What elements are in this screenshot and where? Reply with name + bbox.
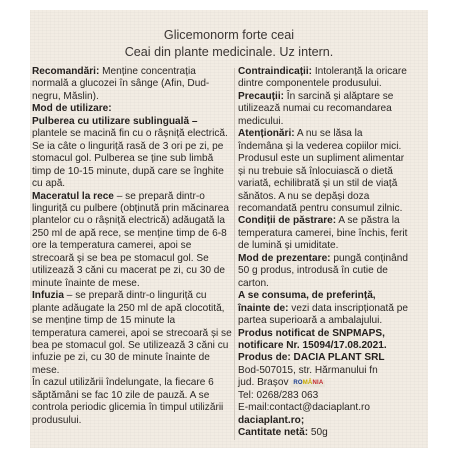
precautions-text: În sarcină și alăptare se utilizează numai cu recomandarea medicului. xyxy=(238,90,394,127)
sublingual-label: Pulberea cu utilizare sublinguală – xyxy=(32,115,198,127)
producer-phone: Tel: 0268/283 063 xyxy=(238,389,319,401)
precautions-label: Precauții: xyxy=(238,90,284,102)
producer-website[interactable]: daciaplant.ro; xyxy=(238,414,305,426)
contraindications-paragraph xyxy=(238,66,410,91)
warnings-text: A nu se lăsa la îndemâna și la vederea copiilor mici. Produsul este un supliment alimentar și nu trebuie să înlocuiască o dietă variată, echilibrată și un stil de viață sănătos. A nu se depăși doza recomandată pentru consumul zilnic. xyxy=(238,128,405,214)
macerate-paragraph xyxy=(32,191,232,291)
producer-address-2: jud. Brașov ROMÂNIA xyxy=(238,377,324,389)
left-column xyxy=(32,66,232,427)
product-label xyxy=(30,10,428,448)
presentation-label: Mod de prezentare: xyxy=(238,252,331,264)
product-title: Glicemonorm forte ceai xyxy=(163,28,295,42)
column-divider xyxy=(234,68,235,440)
macerate-text: – se prepară dintr-o linguriță cu pulbere (obținută prin măcinarea plantelor cu o râșniță electrică) adăugată la 250 ml de apă rece, se menține timp de 6-8 ore la temperatura camerei, apoi se strecoară și se bea pe stomacul gol. Se utilizează 3 căni cu macerat pe zi, cu 30 de minute înainte de mese. xyxy=(32,190,229,289)
storage-label: Condiții de păstrare: xyxy=(238,215,337,227)
best-before-label: A se consuma, de preferință, înainte de: xyxy=(238,290,376,314)
net-quantity-label: Cantitate netă: xyxy=(238,427,309,439)
sublingual-text: plantele se macină fin cu o râșniță electrică. Se ia câte o linguriță rasă de 3 ori pe zi, pe stomacul gol. Pulberea se ține sub limbă timp de 10-15 minute, după care se înghite cu apă. xyxy=(32,128,228,190)
warnings-label: Atenționări: xyxy=(238,128,295,140)
warnings-paragraph xyxy=(238,128,410,215)
presentation-paragraph xyxy=(238,253,410,290)
infusion-text: – se prepară dintr-o linguriță cu plante adăugate la 250 ml de apă clocotită, se menține timp de 15 minute la temperatura camerei, apoi se strecoară și se bea pe stomacul gol. Se utilizează 3 căni cu infuzie pe zi, cu 30 de minute înainte de mese. xyxy=(32,290,232,376)
storage-text: A se păstra la temperatura camerei, bine închis, ferit de lumină și umiditate. xyxy=(238,215,408,252)
producer-email[interactable]: E-mail:contact@daciaplant.ro xyxy=(238,402,370,414)
romania-flag-badge: ROMÂNIA xyxy=(293,380,324,387)
infusion-label: Infuzia xyxy=(32,290,64,302)
net-quantity-value: 50g xyxy=(308,427,328,439)
best-before-text: vezi data inscripționată pe partea superioară a ambalajului. xyxy=(238,302,408,327)
sublingual-paragraph xyxy=(32,116,232,191)
recommendations-text: Menține concentrația normală a glucozei în sânge (Afin, Dud-negru, Măslin). xyxy=(32,66,210,102)
infusion-paragraph xyxy=(32,290,232,377)
storage-paragraph xyxy=(238,215,410,252)
recommendations-paragraph xyxy=(32,66,232,103)
precautions-paragraph xyxy=(238,91,410,128)
macerate-label: Maceratul la rece xyxy=(32,190,114,202)
contraindications-text: Intoleranță la oricare dintre componentele produsului. xyxy=(238,66,407,90)
presentation-text: pungă conținând 50 g produs, introdusă în cutie de carton. xyxy=(238,252,408,289)
producer-address-1: Bod-507015, str. Hărmanului fn xyxy=(238,364,378,376)
best-before-paragraph xyxy=(238,290,410,352)
contraindications-label: Contraindicații: xyxy=(238,66,313,77)
usage-heading: Mod de utilizare: xyxy=(32,103,112,115)
net-quantity xyxy=(238,427,410,439)
right-column xyxy=(238,66,410,440)
long-use-paragraph: În cazul utilizării îndelungate, la fiecare 6 săptămâni se fac 10 zile de pauză. A se controla periodic glicemia în timpul utilizării produsului. xyxy=(32,377,224,426)
recommendations-label: Recomandări: xyxy=(32,66,100,77)
producer-name: Produs de: DACIA PLANT SRL xyxy=(238,352,385,364)
product-subtitle: Ceai din plante medicinale. Uz intern. xyxy=(124,45,334,59)
notification-text: Produs notificat de SNPMAPS, notificare Nr. 15094/17.08.2021. xyxy=(238,327,387,351)
